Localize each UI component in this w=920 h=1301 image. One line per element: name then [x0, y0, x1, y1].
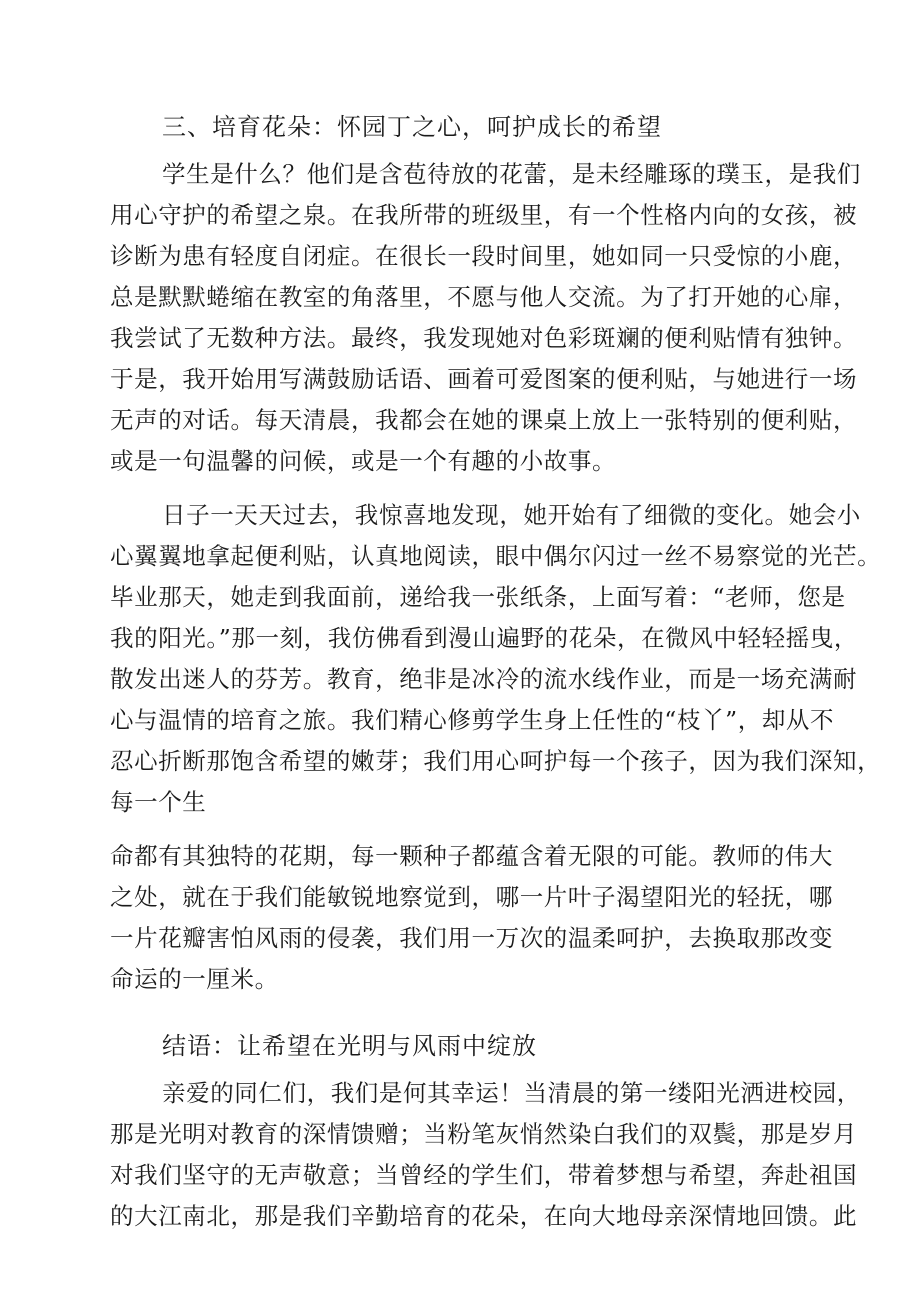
- paragraph-line: 命运的一厘米。: [110, 965, 279, 993]
- paragraph-line: 毕业那天，她走到我面前，递给我一张纸条，上面写着：“老师，您是: [110, 583, 846, 611]
- section-heading: 结语：让希望在光明与风雨中绽放: [162, 1032, 537, 1060]
- paragraph-line: 心翼翼地拿起便利贴，认真地阅读，眼中偶尔闪过一丝不易察觉的光芒。: [110, 542, 882, 570]
- paragraph-line: 我尝试了无数种方法。最终，我发现她对色彩斑斓的便利贴情有独钟。: [110, 324, 858, 352]
- paragraph-line: 命都有其独特的花期，每一颗种子都蕴含着无限的可能。教师的伟大: [110, 842, 833, 870]
- paragraph-line: 那是光明对教育的深情馈赠；当粉笔灰悄然染白我们的双鬓，那是岁月: [110, 1120, 858, 1148]
- paragraph-line: 每一个生: [110, 788, 207, 816]
- paragraph-line: 一片花瓣害怕风雨的侵袭，我们用一万次的温柔呵护，去换取那改变: [110, 924, 833, 952]
- paragraph-line: 于是，我开始用写满鼓励话语、画着可爱图案的便利贴，与她进行一场: [110, 365, 858, 393]
- paragraph-line: 的大江南北，那是我们辛勤培育的花朵，在向大地母亲深情地回馈。此: [110, 1202, 858, 1230]
- paragraph-line: 无声的对话。每天清晨，我都会在她的课桌上放上一张特别的便利贴，: [110, 406, 858, 434]
- paragraph-line: 散发出迷人的芬芳。教育，绝非是冰冷的流水线作业，而是一场充满耐: [110, 665, 858, 693]
- paragraph-line: 日子一天天过去，我惊喜地发现，她开始有了细微的变化。她会小: [162, 501, 861, 529]
- paragraph-line: 对我们坚守的无声敬意；当曾经的学生们，带着梦想与希望，奔赴祖国: [110, 1161, 858, 1189]
- paragraph-line: 用心守护的希望之泉。在我所带的班级里，有一个性格内向的女孩，被: [110, 201, 858, 229]
- paragraph-line: 忍心折断那饱含希望的嫩芽；我们用心呵护每一个孩子，因为我们深知，: [110, 747, 882, 775]
- paragraph-line: 总是默默蜷缩在教室的角落里，不愿与他人交流。为了打开她的心扉，: [110, 283, 858, 311]
- paragraph-line: 我的阳光。”那一刻，我仿佛看到漫山遍野的花朵，在微风中轻轻摇曳，: [110, 624, 858, 652]
- paragraph-line: 学生是什么？他们是含苞待放的花蕾，是未经雕琢的璞玉，是我们: [162, 160, 861, 188]
- paragraph-line: 诊断为患有轻度自闭症。在很长一段时间里，她如同一只受惊的小鹿，: [110, 242, 858, 270]
- paragraph-line: 或是一句温馨的问候，或是一个有趣的小故事。: [110, 447, 617, 475]
- paragraph-line: 亲爱的同仁们，我们是何其幸运！当清晨的第一缕阳光洒进校园，: [162, 1079, 861, 1107]
- section-heading: 三、培育花朵：怀园丁之心，呵护成长的希望: [162, 113, 662, 141]
- paragraph-line: 之处，就在于我们能敏锐地察觉到，哪一片叶子渴望阳光的轻抚，哪: [110, 883, 833, 911]
- paragraph-line: 心与温情的培育之旅。我们精心修剪学生身上任性的“枝丫”，却从不: [110, 706, 835, 734]
